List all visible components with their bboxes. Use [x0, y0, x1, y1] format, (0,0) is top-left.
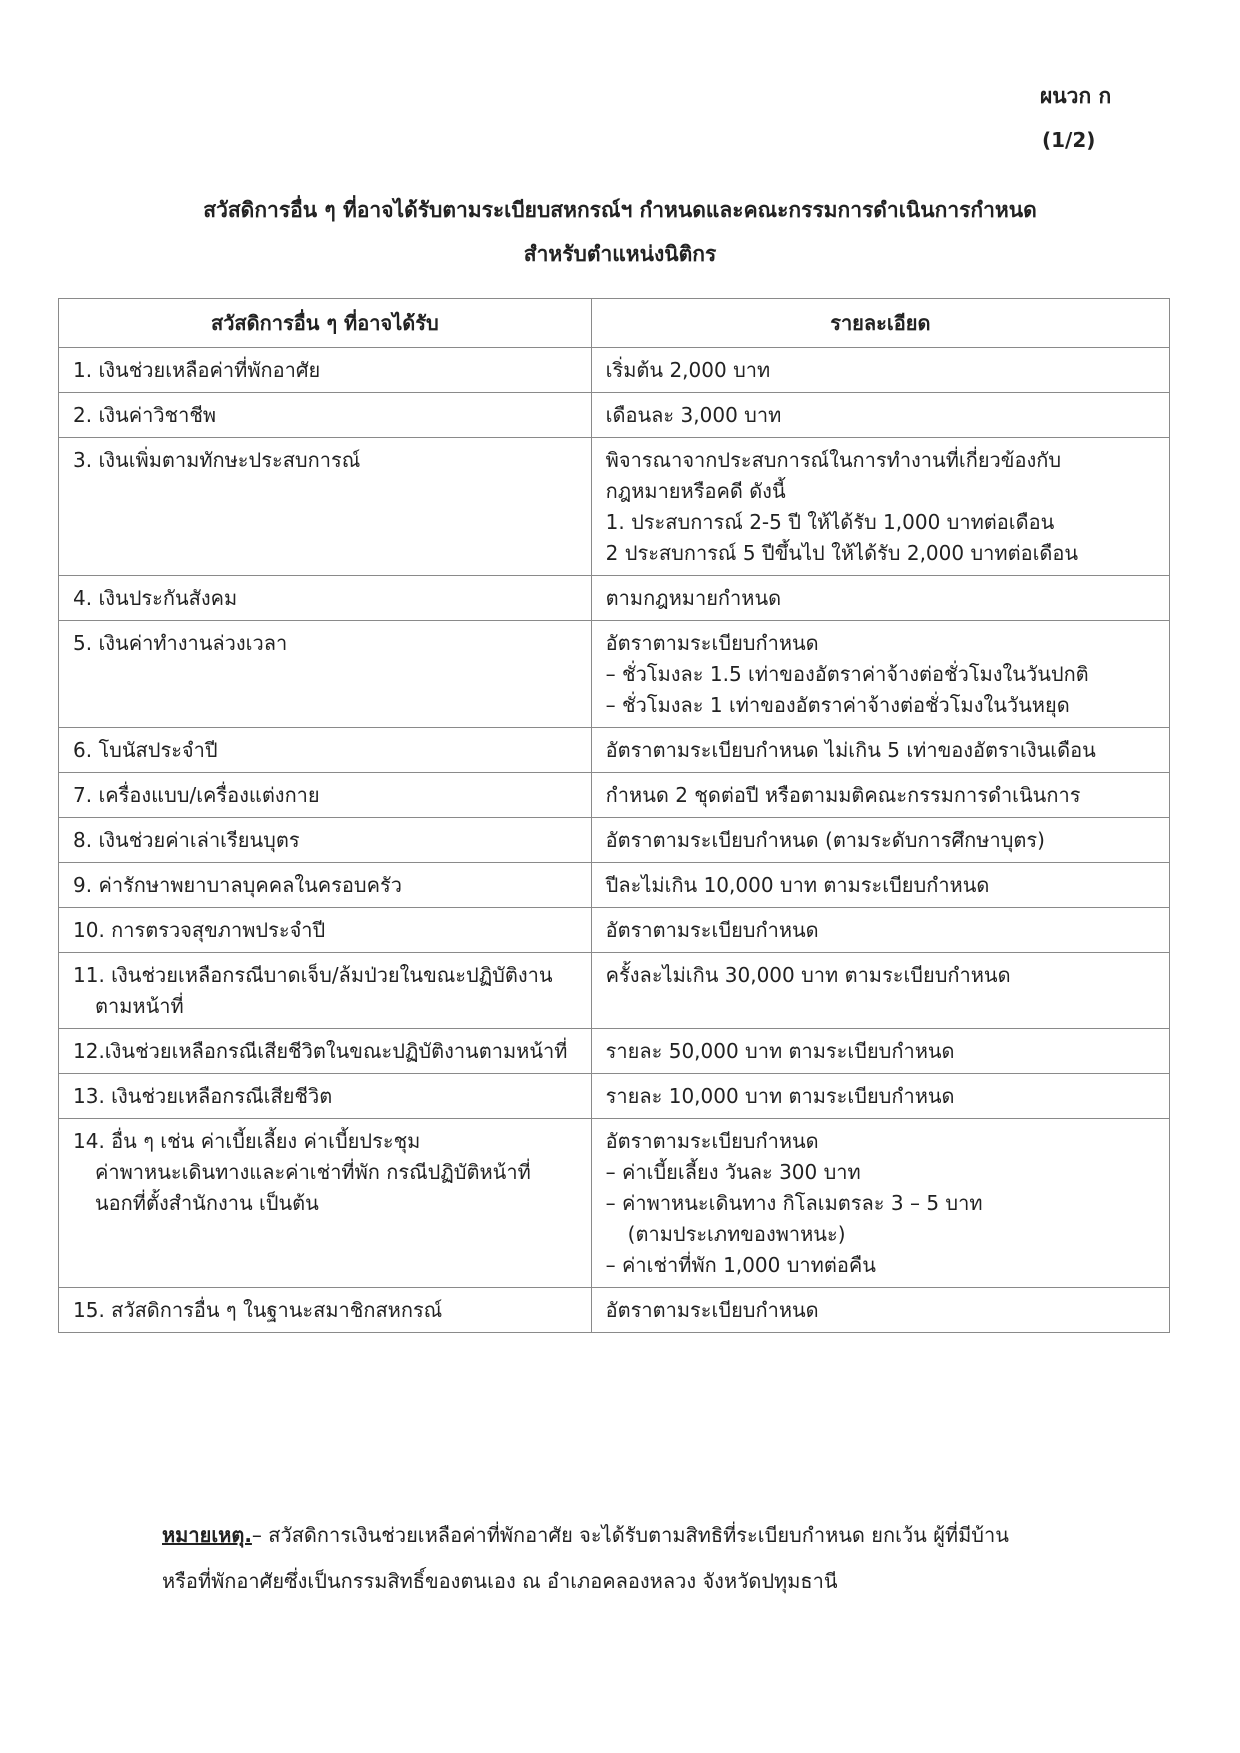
benefit-cell	[59, 908, 592, 953]
benefit-line: 14. อื่น ๆ เช่น ค่าเบี้ยเลี้ยง ค่าเบี้ยประชุม	[73, 1129, 421, 1153]
table-row	[59, 773, 1170, 818]
detail-line: เริ่มต้น 2,000 บาท	[605, 358, 771, 382]
benefit-line: นอกที่ตั้งสำนักงาน เป็นต้น	[95, 1191, 319, 1215]
benefit-line: 6. โบนัสประจำปี	[73, 738, 218, 762]
detail-line: อัตราตามระเบียบกำหนด	[605, 1129, 819, 1153]
benefit-cell	[59, 1119, 592, 1288]
benefit-cell	[59, 348, 592, 393]
footnote-label: หมายเหตุ.	[162, 1523, 252, 1547]
detail-line: (ตามประเภทของพาหนะ)	[627, 1222, 846, 1246]
benefit-line: ค่าพาหนะเดินทางและค่าเช่าที่พัก กรณีปฏิบัติหน้าที่	[95, 1160, 531, 1184]
benefit-cell	[59, 576, 592, 621]
table-row	[59, 1074, 1170, 1119]
title-line-1: สวัสดิการอื่น ๆ ที่อาจได้รับตามระเบียบสหกรณ์ฯ กำหนดและคณะกรรมการดำเนินการกำหนด	[203, 198, 1037, 222]
benefit-line: 2. เงินค่าวิชาชีพ	[73, 403, 217, 427]
column-header-detail: รายละเอียด	[591, 299, 1169, 348]
detail-line: – ค่าเช่าที่พัก 1,000 บาทต่อคืน	[605, 1253, 876, 1277]
detail-cell	[591, 1288, 1169, 1333]
benefit-cell	[59, 1074, 592, 1119]
benefit-line: ตามหน้าที่	[95, 994, 184, 1018]
table-row	[59, 953, 1170, 1029]
table-row	[59, 1288, 1170, 1333]
footnote	[162, 1512, 1122, 1604]
detail-cell	[591, 348, 1169, 393]
detail-line: รายละ 10,000 บาท ตามระเบียบกำหนด	[605, 1084, 955, 1108]
detail-cell	[591, 953, 1169, 1029]
table-row	[59, 1119, 1170, 1288]
detail-line: – ชั่วโมงละ 1.5 เท่าของอัตราค่าจ้างต่อชั่วโมงในวันปกติ	[605, 662, 1089, 686]
table-row	[59, 818, 1170, 863]
benefit-cell	[59, 953, 592, 1029]
detail-line: อัตราตามระเบียบกำหนด ไม่เกิน 5 เท่าของอัตราเงินเดือน	[605, 738, 1096, 762]
table-header-row	[59, 299, 1170, 348]
benefit-line: 10. การตรวจสุขภาพประจำปี	[73, 918, 326, 942]
column-header-benefit: สวัสดิการอื่น ๆ ที่อาจได้รับ	[59, 299, 592, 348]
benefit-cell	[59, 773, 592, 818]
page-number: (1/2)	[1042, 128, 1096, 152]
detail-cell	[591, 1119, 1169, 1288]
detail-cell	[591, 728, 1169, 773]
benefit-line: 7. เครื่องแบบ/เครื่องแต่งกาย	[73, 783, 320, 807]
benefit-cell	[59, 818, 592, 863]
benefit-cell	[59, 393, 592, 438]
detail-line: – ค่าเบี้ยเลี้ยง วันละ 300 บาท	[605, 1160, 861, 1184]
detail-line: อัตราตามระเบียบกำหนด	[605, 631, 819, 655]
table-row	[59, 438, 1170, 576]
benefit-line: 9. ค่ารักษาพยาบาลบุคคลในครอบครัว	[73, 873, 402, 897]
benefit-line: 3. เงินเพิ่มตามทักษะประสบการณ์	[73, 448, 361, 472]
benefit-line: 13. เงินช่วยเหลือกรณีเสียชีวิต	[73, 1084, 333, 1108]
detail-line: เดือนละ 3,000 บาท	[605, 403, 782, 427]
detail-line: รายละ 50,000 บาท ตามระเบียบกำหนด	[605, 1039, 955, 1063]
benefit-cell	[59, 1029, 592, 1074]
benefit-line: 4. เงินประกันสังคม	[73, 586, 238, 610]
detail-cell	[591, 773, 1169, 818]
title-line-2: สำหรับตำแหน่งนิติกร	[523, 242, 717, 266]
table-row	[59, 621, 1170, 728]
detail-cell	[591, 1074, 1169, 1119]
benefit-cell	[59, 728, 592, 773]
detail-cell	[591, 1029, 1169, 1074]
benefit-cell	[59, 1288, 592, 1333]
table-row	[59, 863, 1170, 908]
table-row	[59, 576, 1170, 621]
detail-cell	[591, 908, 1169, 953]
table-row	[59, 1029, 1170, 1074]
table-row	[59, 728, 1170, 773]
detail-cell	[591, 438, 1169, 576]
detail-line: กำหนด 2 ชุดต่อปี หรือตามมติคณะกรรมการดำเนินการ	[605, 783, 1081, 807]
table-row	[59, 348, 1170, 393]
document-title	[0, 188, 1240, 276]
footnote-line-1	[162, 1512, 1122, 1558]
table-body	[59, 348, 1170, 1333]
detail-line: กฎหมายหรือคดี ดังนี้	[605, 479, 786, 503]
benefit-line: 12.เงินช่วยเหลือกรณีเสียชีวิตในขณะปฏิบัติงานตามหน้าที่	[73, 1039, 568, 1063]
detail-line: อัตราตามระเบียบกำหนด	[605, 1298, 819, 1322]
detail-line: ปีละไม่เกิน 10,000 บาท ตามระเบียบกำหนด	[605, 873, 990, 897]
benefit-line: 11. เงินช่วยเหลือกรณีบาดเจ็บ/ล้มป่วยในขณะปฏิบัติงาน	[73, 963, 553, 987]
detail-cell	[591, 621, 1169, 728]
detail-line: พิจารณาจากประสบการณ์ในการทำงานที่เกี่ยวข้องกับ	[605, 448, 1062, 472]
benefit-line: 5. เงินค่าทำงานล่วงเวลา	[73, 631, 288, 655]
detail-line: – ชั่วโมงละ 1 เท่าของอัตราค่าจ้างต่อชั่วโมงในวันหยุด	[605, 693, 1070, 717]
annex-label: ผนวก ก	[1040, 84, 1112, 108]
benefit-cell	[59, 863, 592, 908]
detail-line: อัตราตามระเบียบกำหนด (ตามระดับการศึกษาบุตร)	[605, 828, 1045, 852]
table-row	[59, 908, 1170, 953]
detail-cell	[591, 576, 1169, 621]
detail-line: 2 ประสบการณ์ 5 ปีขึ้นไป ให้ได้รับ 2,000 บาทต่อเดือน	[605, 541, 1079, 565]
footnote-text-1: – สวัสดิการเงินช่วยเหลือค่าที่พักอาศัย จะได้รับตามสิทธิที่ระเบียบกำหนด ยกเว้น ผู้ที่มีบ้าน	[251, 1523, 1009, 1547]
benefit-cell	[59, 438, 592, 576]
detail-line: อัตราตามระเบียบกำหนด	[605, 918, 819, 942]
benefit-line: 8. เงินช่วยค่าเล่าเรียนบุตร	[73, 828, 300, 852]
footnote-line-2: หรือที่พักอาศัยซึ่งเป็นกรรมสิทธิ์ของตนเอง ณ อำเภอคลองหลวง จังหวัดปทุมธานี	[162, 1569, 838, 1593]
benefit-cell	[59, 621, 592, 728]
detail-line: ตามกฎหมายกำหนด	[605, 586, 782, 610]
benefit-line: 15. สวัสดิการอื่น ๆ ในฐานะสมาชิกสหกรณ์	[73, 1298, 443, 1322]
benefit-line: 1. เงินช่วยเหลือค่าที่พักอาศัย	[73, 358, 321, 382]
detail-cell	[591, 863, 1169, 908]
detail-cell	[591, 818, 1169, 863]
detail-line: ครั้งละไม่เกิน 30,000 บาท ตามระเบียบกำหนด	[605, 963, 1011, 987]
welfare-table	[58, 298, 1170, 1333]
detail-cell	[591, 393, 1169, 438]
table-row	[59, 393, 1170, 438]
detail-line: 1. ประสบการณ์ 2-5 ปี ให้ได้รับ 1,000 บาทต่อเดือน	[605, 510, 1055, 534]
detail-line: – ค่าพาหนะเดินทาง กิโลเมตรละ 3 – 5 บาท	[605, 1191, 983, 1215]
